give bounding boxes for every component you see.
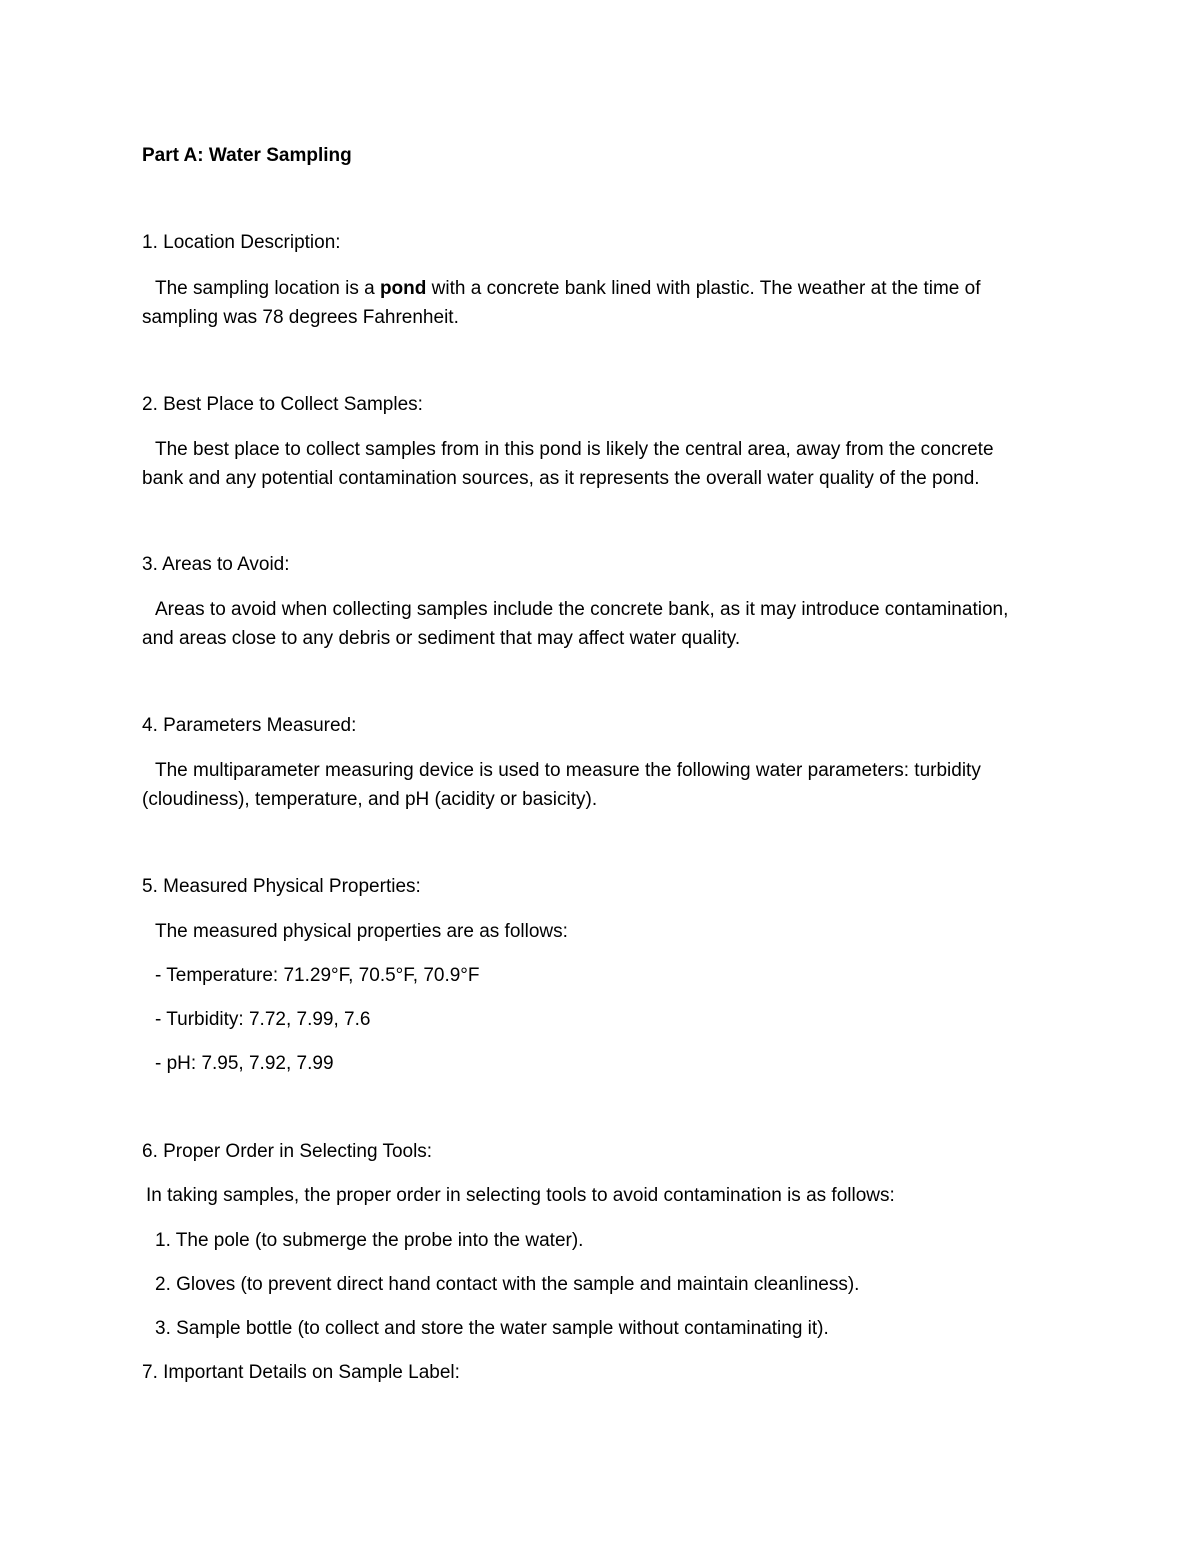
section-1-heading: 1. Location Description: [142, 232, 341, 253]
section-1-text-b: with a concrete bank lined with plastic. The weather at the time of [426, 278, 981, 299]
section-3-heading: 3. Areas to Avoid: [142, 554, 290, 575]
section-3-paragraph-line-1: Areas to avoid when collecting samples include the concrete bank, as it may introduce contamination, [155, 599, 1009, 620]
section-4-paragraph-line-1: The multiparameter measuring device is used to measure the following water parameters: turbidity [155, 760, 981, 781]
section-1-text-a: The sampling location is a [155, 278, 380, 299]
section-7-heading: 7. Important Details on Sample Label: [142, 1362, 460, 1383]
section-1-paragraph-line-1 [155, 277, 981, 301]
section-4-heading: 4. Parameters Measured: [142, 715, 357, 736]
list-item: 1. The pole (to submerge the probe into the water). [155, 1230, 584, 1251]
section-6-heading: 6. Proper Order in Selecting Tools: [142, 1141, 433, 1162]
list-item: 3. Sample bottle (to collect and store the water sample without contaminating it). [155, 1318, 829, 1339]
section-1-paragraph-line-2: sampling was 78 degrees Fahrenheit. [142, 307, 459, 328]
list-item: 2. Gloves (to prevent direct hand contact with the sample and maintain cleanliness). [155, 1274, 860, 1295]
section-5-intro: The measured physical properties are as follows: [155, 921, 568, 942]
section-3-paragraph-line-2: and areas close to any debris or sediment that may affect water quality. [142, 628, 741, 649]
section-2-paragraph-line-2: bank and any potential contamination sources, as it represents the overall water quality of the pond. [142, 468, 980, 489]
list-item: - Temperature: 71.29°F, 70.5°F, 70.9°F [155, 965, 480, 986]
section-5-heading: 5. Measured Physical Properties: [142, 876, 421, 897]
list-item: - Turbidity: 7.72, 7.99, 7.6 [155, 1009, 371, 1030]
section-4-paragraph-line-2: (cloudiness), temperature, and pH (acidity or basicity). [142, 789, 598, 810]
section-2-heading: 2. Best Place to Collect Samples: [142, 394, 423, 415]
section-6-intro: In taking samples, the proper order in selecting tools to avoid contamination is as follows: [146, 1185, 895, 1206]
document-title: Part A: Water Sampling [142, 145, 352, 166]
section-2-paragraph-line-1: The best place to collect samples from in this pond is likely the central area, away from the concrete [155, 439, 994, 460]
list-item: - pH: 7.95, 7.92, 7.99 [155, 1053, 334, 1074]
section-1-bold-pond: pond [379, 278, 427, 299]
